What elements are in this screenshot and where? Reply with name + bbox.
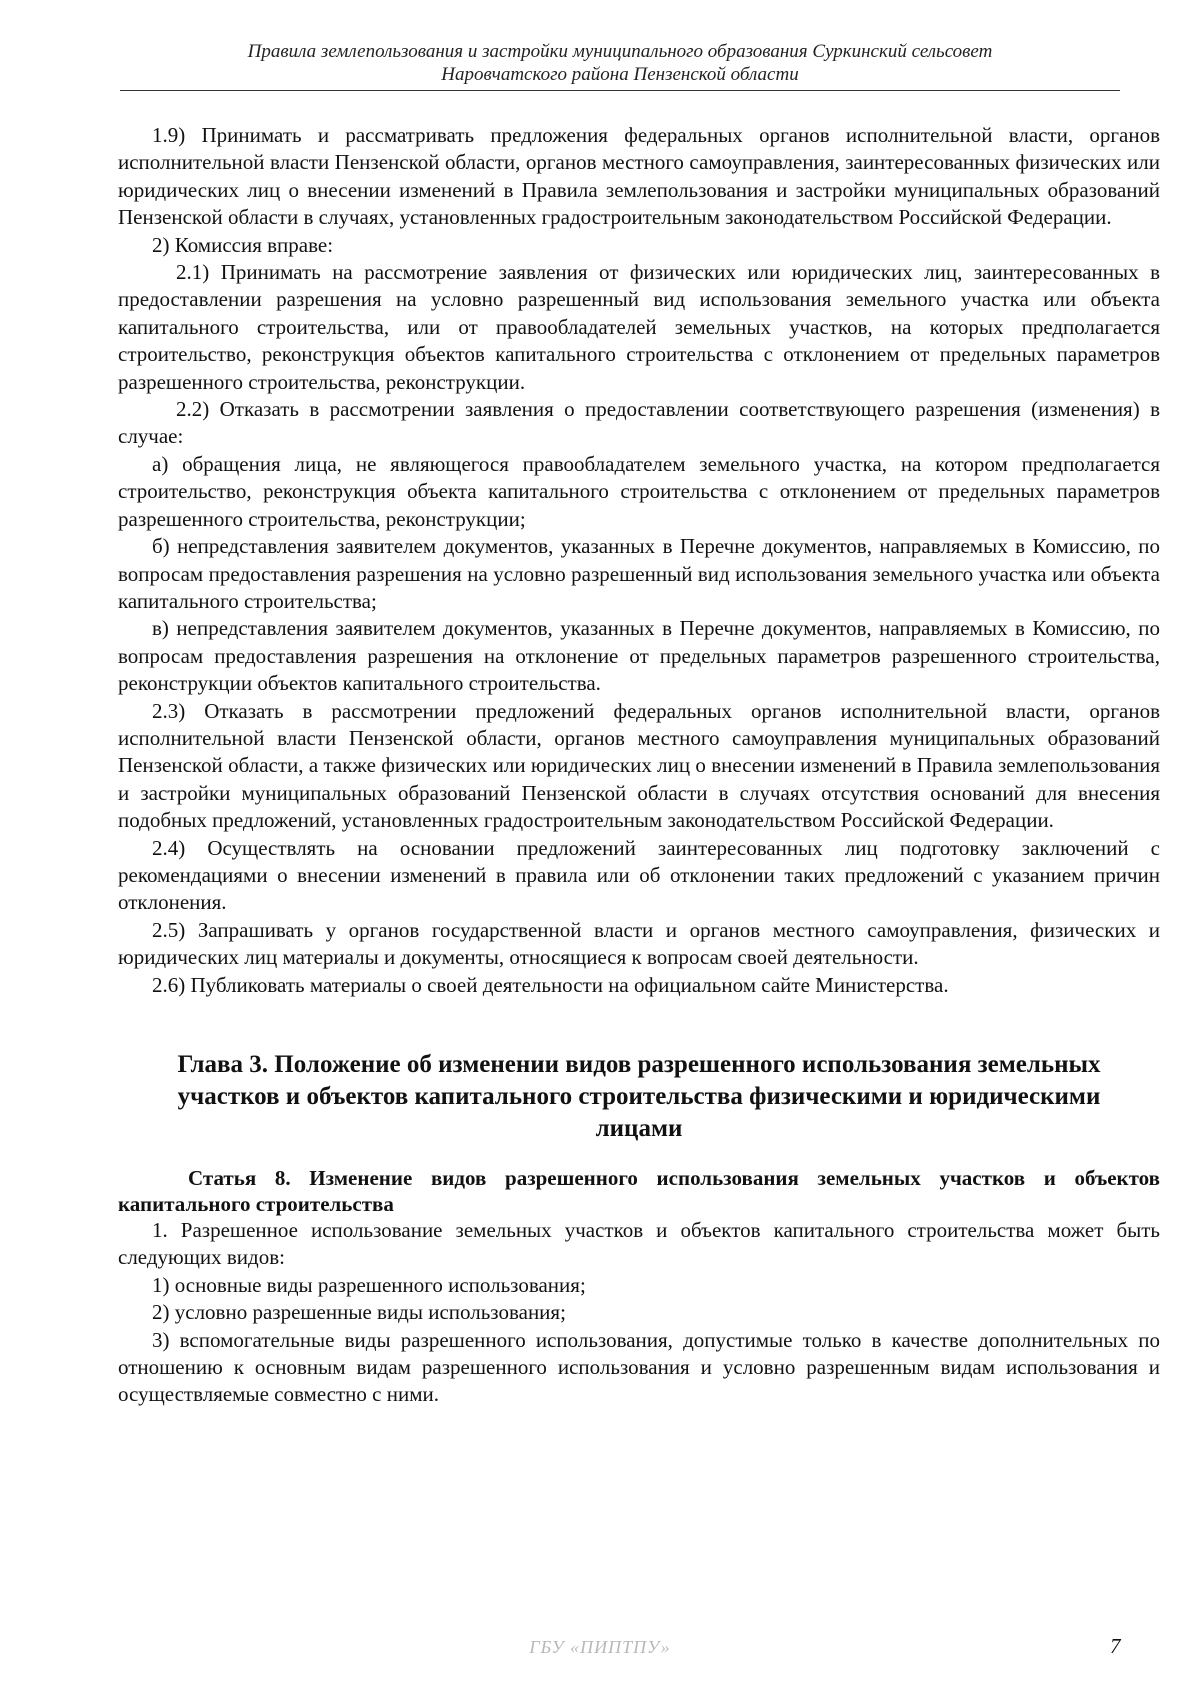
- paragraph-2-4: 2.4) Осуществлять на основании предложений заинтересованных лиц подготовку заключений с рекомендациями о внесении изменений в правила или об отклонении таких предложений с указанием причин отклонения.: [118, 835, 1160, 915]
- paragraph-2: 2) Комиссия вправе:: [152, 232, 334, 257]
- header-line-1: Правила землепользования и застройки муниципального образования Суркинский сельсовет: [247, 41, 993, 62]
- paragraph-2-1: 2.1) Принимать на рассмотрение заявления от физических или юридических лиц, заинтересованных в предоставлении разрешения на условно разрешенный вид использования земельного участка или объекта капитального строительства, или от правообладателей земельных участков, на которых предполагается строительство, реконструкция объектов капитального строительства с отклонением от предельных параметров разрешенного строительства, реконструкции.: [118, 260, 1160, 394]
- document-body: [118, 122, 1160, 1409]
- paragraph-2-5: 2.5) Запрашивать у органов государственной власти и органов местного самоуправления, физических и юридических лиц материалы и документы, относящиеся к вопросам своей деятельности.: [118, 917, 1160, 970]
- article-heading: Статья 8. Изменение видов разрешенного использования земельных участков и объектов капитального строительства: [118, 1166, 1160, 1216]
- footer-organization: ГБУ «ПИПТПУ»: [529, 1637, 671, 1657]
- page-number: 7: [1110, 1634, 1121, 1658]
- paragraph-2-3: 2.3) Отказать в рассмотрении предложений федеральных органов исполнительной власти, органов исполнительной власти Пензенской области, органов местного самоуправления муниципальных образований Пензенской области, а также физических или юридических лиц о внесении изменений в Правила землепользования и застройки муниципальных образований Пензенской области в случаях отсутствия оснований для внесения подобных предложений, установленных градостроительным законодательством Российской Федерации.: [118, 698, 1160, 833]
- header-line-2: Наровчатского района Пензенской области: [441, 64, 799, 85]
- paragraph-b: б) непредставления заявителем документов, указанных в Перечне документов, направляемых в Комиссию, по вопросам предоставления разрешения на условно разрешенный вид использования земельного участка или объекта капитального строительства;: [118, 534, 1160, 613]
- paragraph-art8-1-1: 1) основные виды разрешенного использования;: [152, 1272, 586, 1297]
- paragraph-art8-1-3: 3) вспомогательные виды разрешенного использования, допустимые только в качестве дополнительных по отношению к основным видам разрешенного использования и условно разрешенным видам использования и осуществляемые совместно с ними.: [118, 1327, 1160, 1407]
- paragraph-1-9: 1.9) Принимать и рассматривать предложения федеральных органов исполнительной власти, органов исполнительной власти Пензенской области, органов местного самоуправления, заинтересованных физических или юридических лиц о внесении изменений в Правила землепользования и застройки муниципальных образований Пензенской области в случаях, установленных градостроительным законодательством Российской Федерации.: [118, 123, 1160, 230]
- chapter-heading: Глава 3. Положение об изменении видов разрешенного использования земельных участков и объектов капитального строительства физическими и юридическими лицами: [177, 1051, 1101, 1142]
- paragraph-2-2: 2.2) Отказать в рассмотрении заявления о предоставлении соответствующего разрешения (изменения) в случае:: [118, 397, 1160, 449]
- section-spacer: [118, 999, 1160, 1049]
- paragraph-2-6: 2.6) Публиковать материалы о своей деятельности на официальном сайте Министерства.: [152, 972, 949, 997]
- running-header: [120, 40, 1120, 86]
- paragraph-art8-1: 1. Разрешенное использование земельных участков и объектов капитального строительства может быть следующих видов:: [118, 1218, 1160, 1270]
- paragraph-art8-1-2: 2) условно разрешенные виды использования;: [152, 1300, 566, 1325]
- paragraph-a: а) обращения лица, не являющегося правообладателем земельного участка, на котором предполагается строительство, реконструкция объекта капитального строительства с отклонением от предельных параметров разрешенного строительства, реконструкции;: [118, 451, 1160, 531]
- paragraph-v: в) непредставления заявителем документов, указанных в Перечне документов, направляемых в Комиссию, по вопросам предоставления разрешения на отклонение от предельных параметров разрешенного строительства, реконструкции объектов капитального строительства.: [118, 616, 1160, 696]
- header-divider: [120, 90, 1120, 91]
